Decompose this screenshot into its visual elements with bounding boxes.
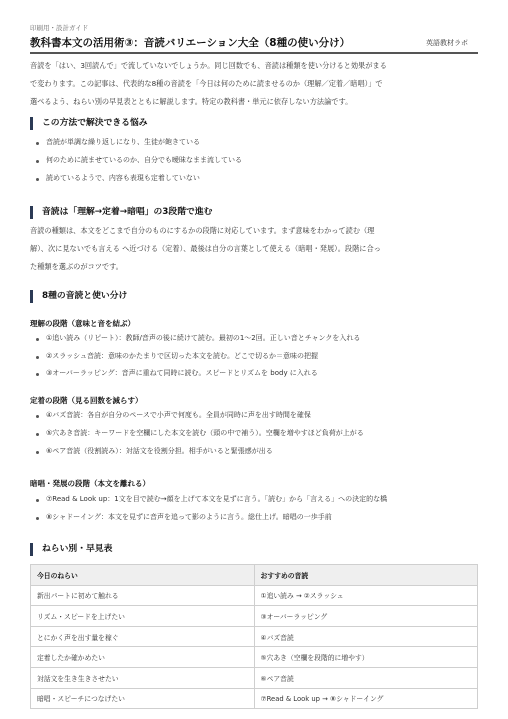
- title-divider: [30, 52, 478, 54]
- table-cell: 定着したか確かめたい: [31, 647, 255, 668]
- table-cell: ③オーバーラッピング: [254, 606, 478, 627]
- table-cell: ⑤穴あき（空欄を段階的に増やす）: [254, 647, 478, 668]
- group-title-recitation: 暗唱・発展の段階（本文を離れる）: [30, 479, 150, 488]
- section-heading-problems: この方法で解決できる悩み: [30, 117, 478, 130]
- paragraph-line: 解）、次に見ないでも言える へ近づける（定着）、最後は自分の言葉として使える（暗唱・発展）。段階に合っ: [30, 244, 381, 253]
- list-item: ③オーバーラッピング：音声に重ねて同時に読む。スピードとリズムを body に入れる: [34, 368, 478, 386]
- intro-line: で変わります。この記事は、代表的な8種の音読を「今日は何のために読ませるのか（理解／定着／暗唱）」で: [30, 79, 383, 88]
- page-title: 教科書本文の活用術③：音読バリエーション大全（8種の使い分け）: [30, 37, 351, 49]
- intro-line: 音読を「はい、3回読んで」で流していないでしょうか。同じ回数でも、音読は種類を使い分けると効果がまる: [30, 61, 387, 70]
- recitation-list: [34, 494, 478, 530]
- list-item: ⑧シャドーイング：本文を見ずに音声を追って影のように言う。総仕上げ。暗唱の一歩手前: [34, 512, 478, 530]
- table-row: [31, 667, 478, 688]
- list-item: ⑦Read & Look up：1文を目で読む→顔を上げて本文を見ずに言う。「読む」から「言える」への決定的な橋: [34, 494, 478, 512]
- table-cell: ⑥ペア音読: [254, 667, 478, 688]
- table-cell: とにかく声を出す量を稼ぐ: [31, 626, 255, 647]
- list-item: ①追い読み（リピート）：教師/音声の後に続けて読む。最初の1〜2回。正しい音とチャンクを入れる: [34, 333, 478, 351]
- table-cell: ⑦Read & Look up → ⑧シャドーイング: [254, 688, 478, 709]
- paragraph-line: 音読の種類は、本文をどこまで自分のものにするかの段階に対応しています。まず意味をわかって読む（理: [30, 226, 375, 235]
- table-row: [31, 626, 478, 647]
- quick-reference-table: [30, 564, 478, 709]
- retention-list: [34, 410, 478, 464]
- paragraph-line: た種類を選ぶのがコツです。: [30, 262, 123, 271]
- stages-paragraph: [30, 222, 478, 276]
- section-heading-quick-reference: ねらい別・早見表: [30, 543, 478, 556]
- table-cell: ①追い読み → ②スラッシュ: [254, 585, 478, 606]
- list-item: 音読が単調な繰り返しになり、生徒が飽きている: [34, 137, 478, 155]
- table-row: [31, 585, 478, 606]
- section-heading-stages: 音読は「理解→定着→暗唱」の3段階で進む: [30, 206, 478, 219]
- list-item: 読めているようで、内容も表現も定着していない: [34, 173, 478, 191]
- column-header: おすすめの音読: [254, 565, 478, 586]
- table-cell: 暗唱・スピーチにつなげたい: [31, 688, 255, 709]
- table-cell: リズム・スピードを上げたい: [31, 606, 255, 627]
- list-item: ④バズ音読：各自が自分のペースで小声で何度も。全員が同時に声を出す時間を確保: [34, 410, 478, 428]
- table-cell: ④バズ音読: [254, 626, 478, 647]
- problems-list: [34, 137, 478, 191]
- column-header: 今日のねらい: [31, 565, 255, 586]
- kicker-label: 印刷用・設計ガイド: [30, 24, 89, 32]
- table-cell: 新出パートに初めて触れる: [31, 585, 255, 606]
- list-item: ⑥ペア音読（役割読み）：対話文を役割分担。相手がいると緊張感が出る: [34, 446, 478, 464]
- table-header-row: [31, 565, 478, 586]
- intro-line: 選べるよう、ねらい別の早見表とともに解説します。特定の教科書・単元に依存しない方法論です。: [30, 97, 353, 106]
- list-item: ②スラッシュ音読：意味のかたまりで区切った本文を読む。どこで切るか＝意味の把握: [34, 351, 478, 369]
- comprehension-list: [34, 333, 478, 386]
- section-heading-eight-types: 8種の音読と使い分け: [30, 290, 478, 303]
- group-title-comprehension: 理解の段階（意味と音を結ぶ）: [30, 319, 135, 328]
- intro-paragraph: [30, 57, 478, 111]
- list-item: 何のために読ませているのか、自分でも曖昧なまま流している: [34, 155, 478, 173]
- table-row: [31, 606, 478, 627]
- group-title-retention: 定着の段階（見る回数を減らす）: [30, 396, 143, 405]
- table-cell: 対話文を生き生きさせたい: [31, 667, 255, 688]
- brand-name: 英語教材ラボ: [426, 39, 468, 47]
- table-row: [31, 647, 478, 668]
- table-row: [31, 688, 478, 709]
- list-item: ⑤穴あき音読：キーワードを空欄にした本文を読む（頭の中で補う）。空欄を増やすほど負荷が上がる: [34, 428, 478, 446]
